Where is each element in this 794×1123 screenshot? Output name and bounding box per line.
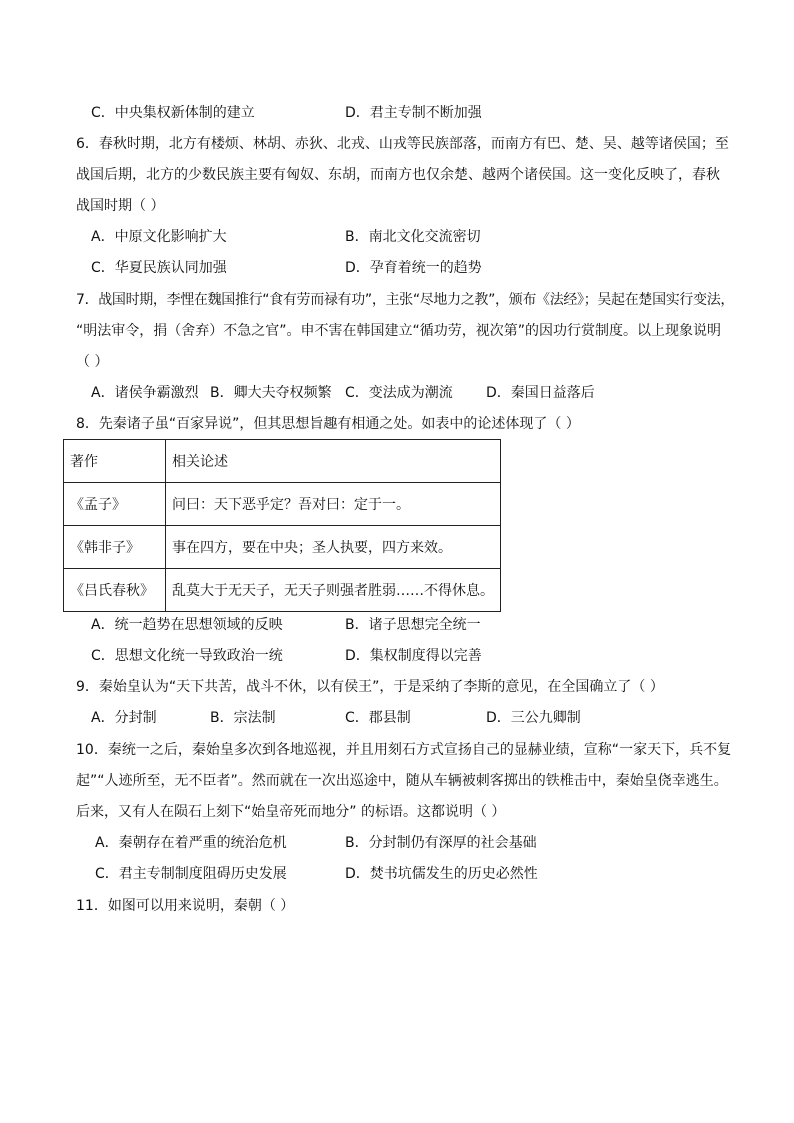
table-cell-discussion: 乱莫大于无天子，无天子则强者胜弱……不得休息。 [166, 569, 501, 612]
q10-option-a: A．秦朝存在着严重的统治危机 [95, 835, 287, 851]
q10-stem-line2: 起”“人迹所至，无不臣者”。然而就在一次出巡途中，随从车辆被刺客掷出的铁椎击中，秦始皇侥幸逃生。 [76, 773, 728, 789]
q7-stem-line1: 7．战国时期，李悝在魏国推行“食有劳而禄有功”，主张“尽地力之教”，颁布《法经》；吴起在楚国实行变法， [76, 292, 735, 308]
q7-option-a: A．诸侯争霸激烈 [91, 385, 199, 401]
q10-option-b: B．分封制仍有深厚的社会基础 [345, 835, 537, 851]
q7-stem-line2: “明法审令，捐（舍弃）不急之官”。申不害在韩国建立“循功劳，视次第”的因功行赏制度。以上现象说明 [76, 323, 722, 339]
q7-stem-line3: （ ） [76, 354, 109, 370]
table-cell-work: 《孟子》 [64, 483, 166, 526]
table-cell-work: 《韩非子》 [64, 526, 166, 569]
q7-option-c: C．变法成为潮流 [345, 385, 453, 401]
q6-stem-line2: 战国后期，北方的少数民族主要有匈奴、东胡，而南方也仅余楚、越两个诸侯国。这一变化反映了，春秋 [76, 167, 720, 183]
q8-option-d: D．集权制度得以完善 [345, 648, 482, 664]
table-header-discussion: 相关论述 [166, 440, 501, 483]
q9-option-a: A．分封制 [91, 710, 157, 726]
q9-stem-line1: 9．秦始皇认为“天下共苦，战斗不休，以有侯王”，于是采纳了李斯的意见，在全国确立了（ ） [76, 679, 664, 695]
table-row [64, 569, 501, 612]
q5-option-d: D．君主专制不断加强 [345, 105, 482, 121]
q6-stem-line3: 战国时期（ ） [76, 198, 165, 214]
q6-stem-line1: 6．春秋时期，北方有楼烦、林胡、赤狄、北戎、山戎等民族部落，而南方有巴、楚、吴、越等诸侯国；至 [76, 136, 729, 152]
q7-option-b: B．卿大夫夺权频繁 [210, 385, 332, 401]
table-row [64, 526, 501, 569]
table-cell-discussion: 事在四方，要在中央；圣人执要，四方来效。 [166, 526, 501, 569]
q6-option-c: C．华夏民族认同加强 [91, 260, 227, 276]
table-row [64, 483, 501, 526]
q9-option-b: B．宗法制 [210, 710, 276, 726]
q8-option-c: C．思想文化统一导致政治一统 [91, 648, 283, 664]
table-header-work: 著作 [64, 440, 166, 483]
table-cell-work: 《吕氏春秋》 [64, 569, 166, 612]
table-cell-discussion: 问曰：天下恶乎定？吾对曰：定于一。 [166, 483, 501, 526]
q8-table [63, 439, 501, 612]
q8-stem-line1: 8．先秦诸子虽“百家异说”，但其思想旨趣有相通之处。如表中的论述体现了（ ） [76, 416, 580, 432]
q6-option-a: A．中原文化影响扩大 [91, 229, 227, 245]
q8-option-a: A．统一趋势在思想领域的反映 [91, 617, 283, 633]
q6-option-b: B．南北文化交流密切 [345, 229, 481, 245]
q10-option-d: D．焚书坑儒发生的历史必然性 [345, 866, 538, 882]
q8-option-b: B．诸子思想完全统一 [345, 617, 481, 633]
table-row [64, 440, 501, 483]
q9-option-c: C．郡县制 [345, 710, 411, 726]
q10-stem-line3: 后来，又有人在陨石上刻下“始皇帝死而地分” 的标语。这都说明（ ） [76, 804, 506, 820]
q7-option-d: D．秦国日益落后 [486, 385, 595, 401]
q10-option-c: C．君主专制制度阻碍历史发展 [95, 866, 287, 882]
q6-option-d: D．孕育着统一的趋势 [345, 260, 482, 276]
q9-option-d: D．三公九卿制 [486, 710, 581, 726]
q11-stem-line1: 11．如图可以用来说明，秦朝（ ） [76, 898, 295, 914]
q5-option-c: C．中央集权新体制的建立 [91, 105, 255, 121]
q10-stem-line1: 10．秦统一之后，秦始皇多次到各地巡视，并且用刻石方式宣扬自己的显赫业绩，宣称“一家天下，兵不复 [76, 742, 732, 758]
